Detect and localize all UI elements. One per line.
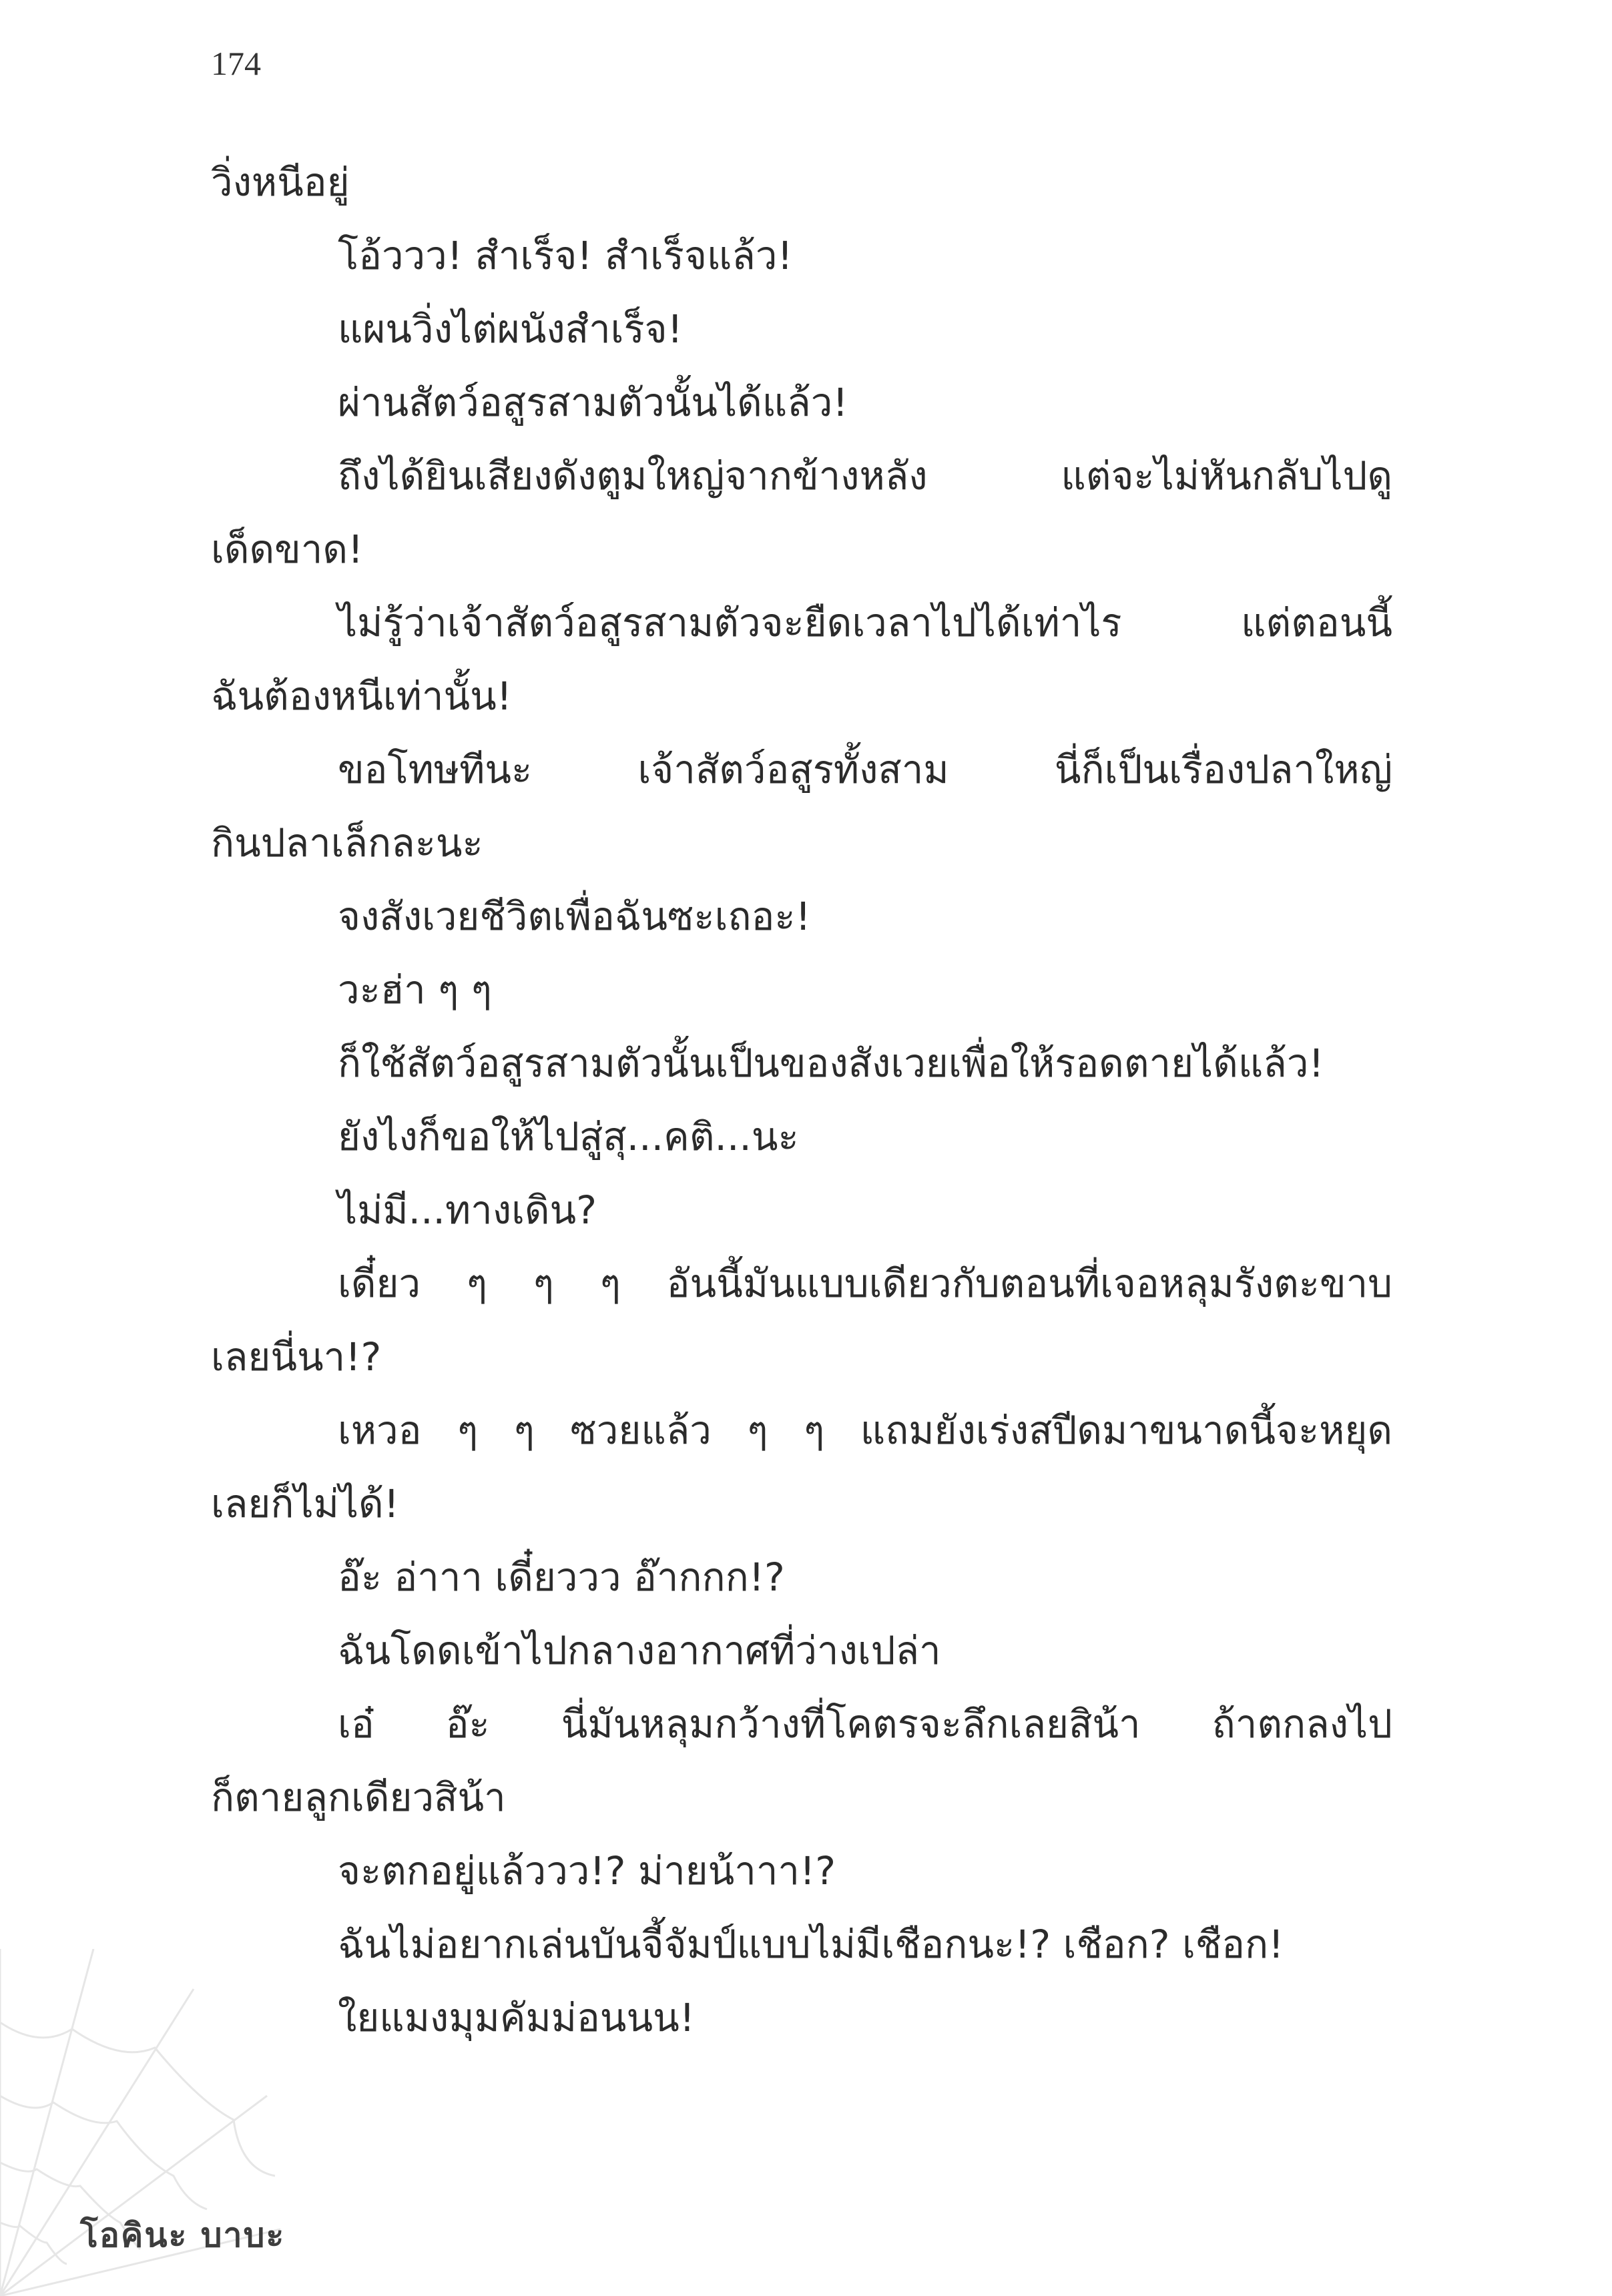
text-line: ฉันโดดเข้าไปกลางอากาศที่ว่างเปล่า — [338, 1628, 941, 1673]
text-line: เหวอ ๆ ๆ ซวยแล้ว ๆ ๆ แถมยังเร่งสปีดมาขนาดนี้จะหยุด — [338, 1408, 1392, 1453]
text-line: เดี๋ยว ๆ ๆ ๆ อันนี้มันแบบเดียวกับตอนที่เจอหลุมรังตะขาบ — [338, 1261, 1392, 1306]
text-line: ไม่มี...ทางเดิน? — [338, 1187, 597, 1233]
text-line: ขอโทษทีนะ เจ้าสัตว์อสูรทั้งสาม นี่ก็เป็นเรื่องปลาใหญ่ — [338, 747, 1392, 792]
text-line: เด็ดขาด! — [211, 527, 364, 572]
book-title: โอคินะ บาบะ — [80, 2216, 286, 2255]
text-line: เลยนี่นา!? — [211, 1334, 382, 1380]
page-number: 174 — [211, 45, 261, 82]
text-line: อ๊ะ อ่าาา เดี๋ยววว อ๊ากกก!? — [338, 1554, 785, 1600]
text-line: วะฮ่า ๆ ๆ — [338, 967, 492, 1013]
text-line: ก็ใช้สัตว์อสูรสามตัวนั้นเป็นของสังเวยเพื่อให้รอดตายได้แล้ว! — [338, 1041, 1324, 1086]
text-line: จะตกอยู่แล้ววว!? ม่ายน้าาา!? — [338, 1848, 836, 1894]
text-line: ฉันต้องหนีเท่านั้น! — [211, 673, 513, 719]
text-line: วิ่งหนีอยู่ — [211, 160, 350, 205]
text-line: ถึงได้ยินเสียงดังตูมใหญ่จากข้างหลัง แต่จะไม่หันกลับไปดู — [338, 453, 1392, 499]
text-line: จงสังเวยชีวิตเพื่อฉันซะเถอะ! — [338, 894, 811, 939]
text-line: โอ้ววว! สำเร็จ! สำเร็จแล้ว! — [338, 233, 793, 278]
text-line: ใยแมงมุมคัมม่อนนน! — [338, 1995, 695, 2040]
text-line: เอ๋ อ๊ะ นี่มันหลุมกว้างที่โคตรจะลึกเลยสิน้า ถ้าตกลงไป — [338, 1701, 1392, 1747]
text-line: เลยก็ไม่ได้! — [211, 1481, 399, 1526]
text-line: ก็ตายลูกเดียวสิน้า — [211, 1775, 506, 1820]
text-line: ไม่รู้ว่าเจ้าสัตว์อสูรสามตัวจะยืดเวลาไปได้เท่าไร แต่ตอนนี้ — [338, 600, 1392, 645]
text-line: แผนวิ่งไต่ผนังสำเร็จ! — [338, 306, 683, 352]
text-line: ฉันไม่อยากเล่นบันจี้จัมป์แบบไม่มีเชือกนะ!? เชือก? เชือก! — [338, 1922, 1284, 1967]
text-line: ยังไงก็ขอให้ไปสู่สุ...คติ...นะ — [338, 1114, 799, 1159]
text-line: ผ่านสัตว์อสูรสามตัวนั้นได้แล้ว! — [338, 380, 848, 425]
text-line: กินปลาเล็กละนะ — [211, 820, 483, 866]
